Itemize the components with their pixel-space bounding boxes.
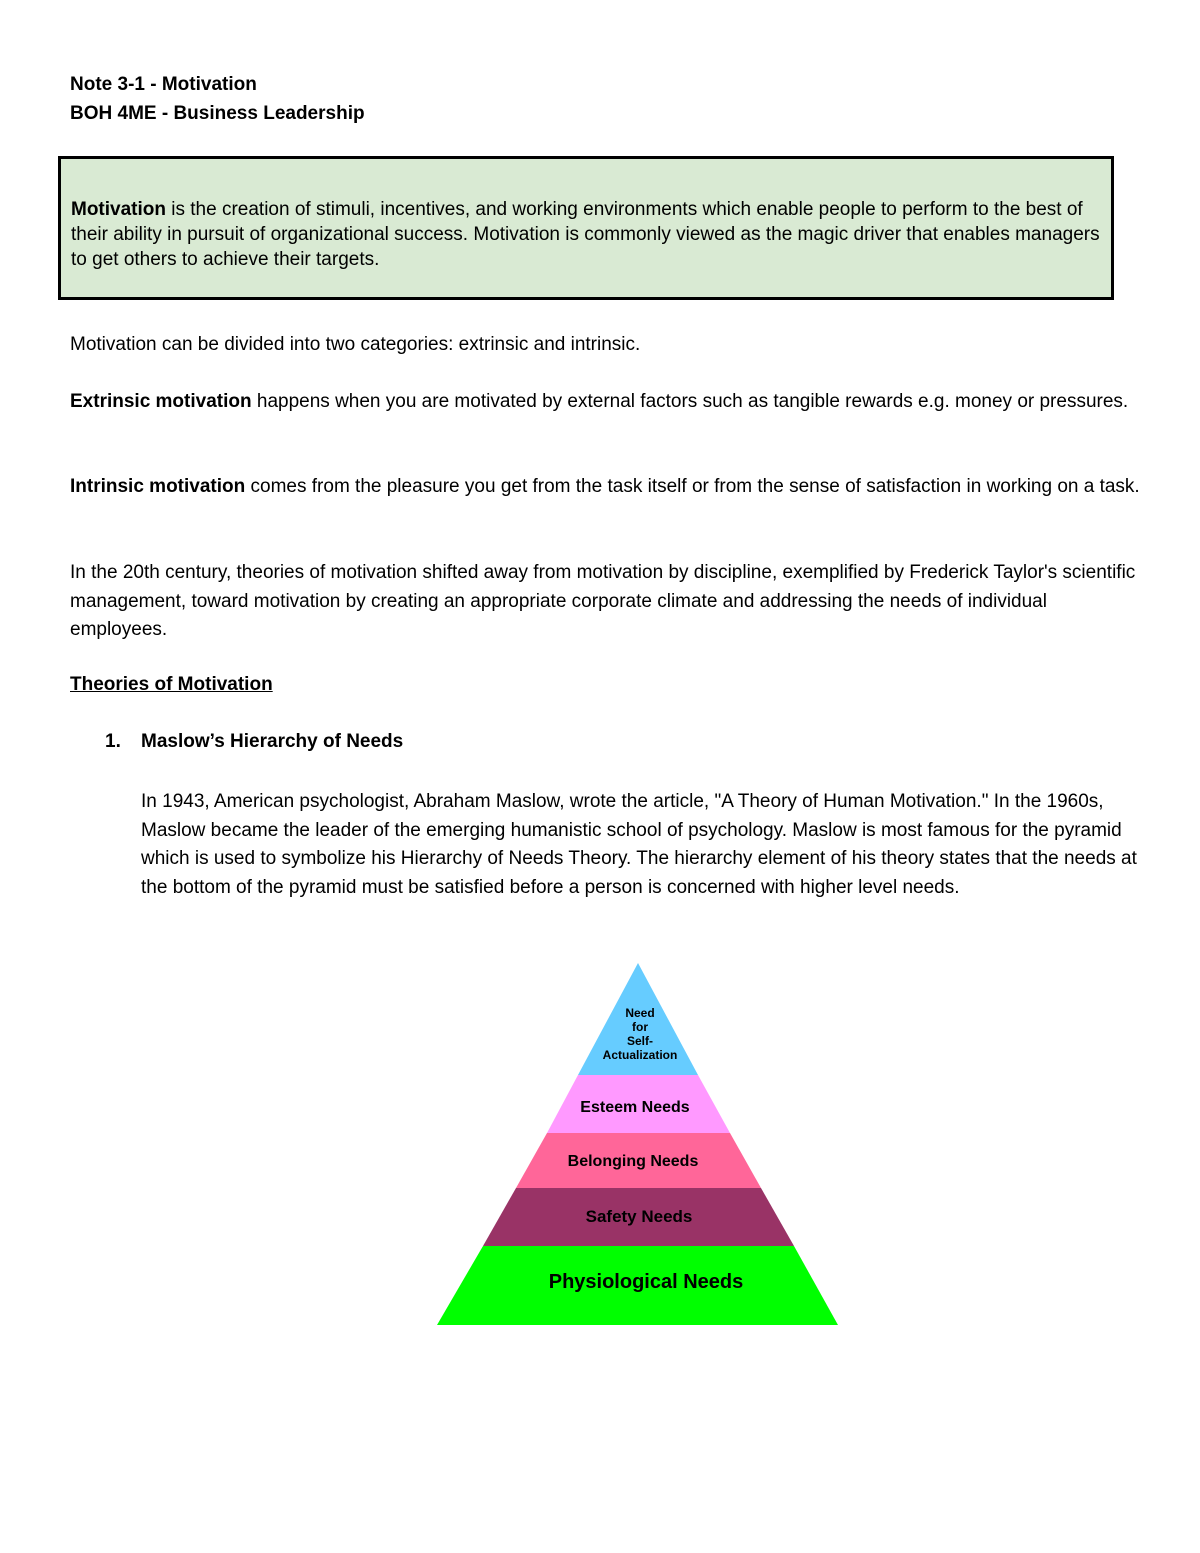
intrinsic-term: Intrinsic motivation	[70, 476, 246, 497]
document-header	[70, 70, 365, 128]
self-actualization-label-1: Need	[625, 1006, 655, 1020]
definition-box	[58, 156, 1114, 300]
maslow-paragraph: In 1943, American psychologist, Abraham Maslow, wrote the article, "A Theory of Human Motivation." In the 1960s, Maslow became the leader of the emerging humanistic school of psychology. Maslow is most famous for the pyramid which is used to symbolize his Hierarchy of Needs Theory. The hierarchy element of his theory states that the needs at the bottom of the pyramid must be satisfied before a person is concerned with higher level needs.	[141, 791, 1137, 898]
definition-body: is the creation of stimuli, incentives, and working environments which enable people to perform to the best of their ability in pursuit of organizational success. Motivation is commonly viewed as the magic driver that enables managers to get others to achieve their targets.	[71, 199, 1100, 270]
history-paragraph: In the 20th century, theories of motivation shifted away from motivation by discipline, exemplified by Frederick Taylor's scientific management, toward motivation by creating an appropriate corporate climate and addressing the needs of individual employees.	[70, 562, 1136, 640]
extrinsic-paragraph	[70, 388, 1140, 417]
theories-heading: Theories of Motivation	[70, 674, 273, 695]
self-actualization-label-2: for	[632, 1020, 648, 1034]
definition-term: Motivation	[71, 199, 166, 220]
physiological-label: Physiological Needs	[548, 1271, 744, 1293]
course-title: BOH 4ME - Business Leadership	[70, 103, 365, 124]
extrinsic-term: Extrinsic motivation	[70, 391, 252, 412]
extrinsic-text: happens when you are motivated by external factors such as tangible rewards e.g. money or pressures.	[251, 391, 1129, 412]
categories-paragraph: Motivation can be divided into two categories: extrinsic and intrinsic.	[70, 334, 641, 355]
maslow-title: Maslow’s Hierarchy of Needs	[141, 731, 404, 752]
list-item-number: 1.	[105, 731, 121, 752]
definition-text	[71, 197, 1101, 272]
maslow-pyramid	[430, 955, 850, 1335]
esteem-label: Esteem Needs	[580, 1099, 690, 1116]
safety-label: Safety Needs	[585, 1207, 693, 1226]
self-actualization-label-3: Self-	[626, 1034, 654, 1048]
self-actualization-label-4: Actualization	[602, 1048, 678, 1062]
intrinsic-text: comes from the pleasure you get from the task itself or from the sense of satisfaction in working on a task.	[245, 476, 1140, 497]
note-title: Note 3-1 - Motivation	[70, 74, 257, 95]
belonging-label: Belonging Needs	[567, 1153, 699, 1170]
intrinsic-paragraph	[70, 473, 1140, 502]
